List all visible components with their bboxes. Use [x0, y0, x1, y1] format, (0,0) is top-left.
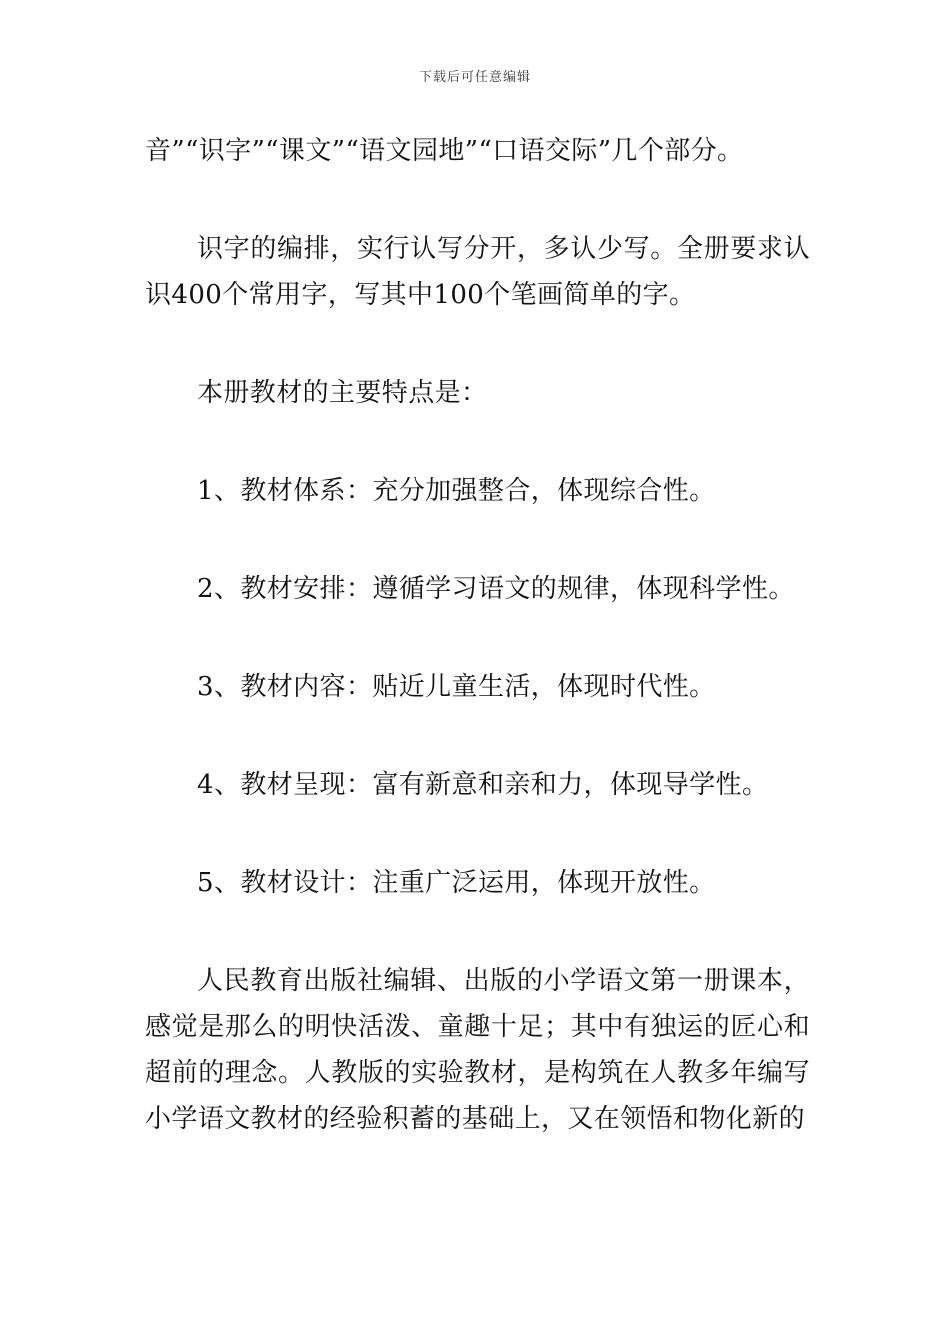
paragraph-1: 音”“识字”“课文”“语文园地”“口语交际”几个部分。 — [145, 136, 744, 166]
page-header: 下载后可任意编辑 — [418, 70, 531, 85]
document-body — [145, 128, 810, 1142]
paragraph-4: 人民教育出版社编辑、出版的小学语文第一册课本，感觉是那么的明快活泼、童趣十足；其中有独运的匠心和超前的理念。人教版的实验教材，是构筑在人教多年编写小学语文教材的经验积蓄的基础上，又在领悟和物化新的 — [145, 966, 810, 1134]
list-item-5: 5、教材设计：注重广泛运用，体现开放性。 — [197, 868, 716, 898]
list-item-1: 1、教材体系：充分加强整合，体现综合性。 — [197, 476, 716, 506]
list-item-2: 2、教材安排：遵循学习语文的规律，体现科学性。 — [197, 574, 795, 604]
list-item-3: 3、教材内容：贴近儿童生活，体现时代性。 — [197, 672, 716, 702]
paragraph-3: 本册教材的主要特点是： — [197, 378, 488, 408]
list-item-4: 4、教材呈现：富有新意和亲和力，体现导学性。 — [197, 770, 769, 800]
paragraph-2: 识字的编排，实行认写分开，多认少写。全册要求认识400个常用字，写其中100个笔画简单的字。 — [145, 234, 810, 310]
